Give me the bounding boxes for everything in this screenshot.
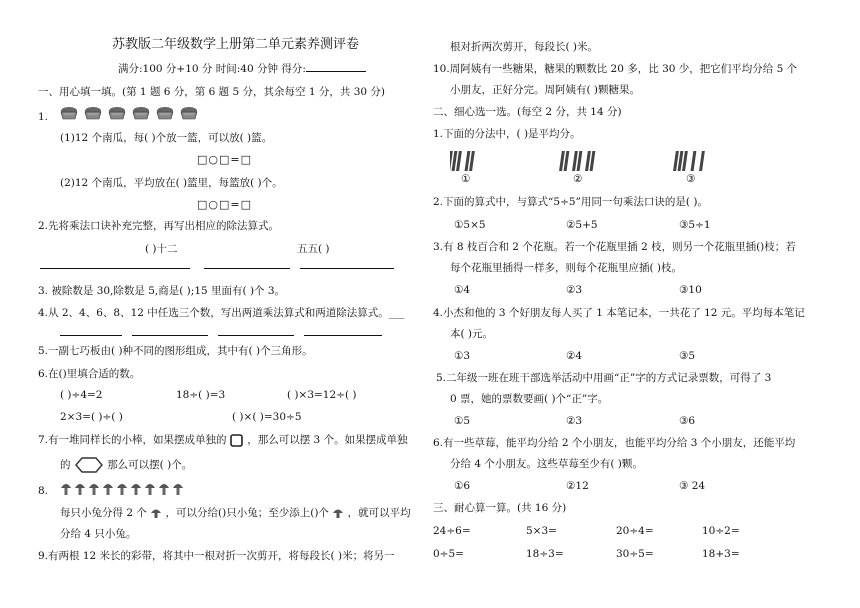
mushroom-icon bbox=[159, 484, 169, 495]
sticks-group-icon bbox=[450, 151, 475, 171]
q10-line-1: 10.周阿姨有一些糖果，糖果的颗数比 20 多，比 30 少，把它们平均分给 5 个 bbox=[433, 63, 798, 75]
mushroom-icon bbox=[173, 484, 183, 495]
q7-part-a: 7.有一堆同样长的小棒，如果摆成单独的 bbox=[38, 434, 227, 446]
calc-r2-2[interactable]: 18÷3= bbox=[526, 548, 564, 560]
calc-r1-3[interactable]: 20÷4= bbox=[616, 525, 654, 537]
mushroom-icon bbox=[75, 484, 85, 495]
c6-option-2[interactable]: ②12 bbox=[566, 480, 589, 492]
q8-part-a: 每只小兔分得 2 个 bbox=[60, 507, 147, 519]
c3-line-2: 每个花瓶里插得一样多，则每个花瓶里应插( )枝。 bbox=[450, 262, 683, 274]
c6-line-2: 分给 4 个小朋友。这些草莓至少有( )颗。 bbox=[450, 458, 643, 470]
q7-part-d: 那么可以摆( )个。 bbox=[107, 459, 193, 471]
pumpkin-basket-icon bbox=[181, 107, 197, 119]
c5-option-3[interactable]: ③6 bbox=[679, 415, 696, 427]
q8-part-b: ，可以分给()只小兔；至少添上()个 bbox=[165, 507, 329, 519]
q7-text-b bbox=[60, 456, 192, 474]
calc-r1-4[interactable]: 10÷2= bbox=[702, 525, 740, 537]
q1-number: 1. bbox=[38, 111, 49, 123]
q4-answer-line-1[interactable] bbox=[60, 335, 122, 336]
c1-text: 1.下面的分法中，( )是平均分。 bbox=[433, 128, 581, 140]
c5-option-1[interactable]: ①5 bbox=[454, 415, 471, 427]
q6-text: 6.在()里填合适的数。 bbox=[38, 368, 141, 380]
c3-option-3[interactable]: ③10 bbox=[679, 284, 702, 296]
mushroom-icon bbox=[61, 484, 71, 495]
pumpkin-basket-row bbox=[60, 105, 220, 123]
q8-part-c: ，就可以平均 bbox=[347, 507, 411, 519]
q1-part-a-equation[interactable]: □○□=□ bbox=[197, 153, 252, 166]
q9-continued: 根对折两次剪开，每段长( )米。 bbox=[450, 41, 599, 53]
q2-rhyme-a[interactable]: ( )十二 bbox=[145, 243, 178, 255]
pumpkin-basket-icon bbox=[61, 107, 77, 119]
q6-row1-item2[interactable]: 18÷( )=3 bbox=[176, 389, 226, 401]
q6-row1-item1[interactable]: ( )÷4=2 bbox=[60, 389, 103, 401]
score-blank[interactable] bbox=[306, 71, 366, 72]
q7-text-a bbox=[38, 433, 408, 447]
c4-line-1: 4.小杰和他的 3 个好朋友每人买了 1 本笔记本，一共花了 12 元。平均每本笔记 bbox=[433, 307, 805, 319]
c5-option-2[interactable]: ②3 bbox=[566, 415, 583, 427]
q1-part-b-equation[interactable]: □○□=□ bbox=[197, 198, 252, 211]
pumpkin-basket-icon bbox=[109, 107, 125, 119]
c6-option-1[interactable]: ①6 bbox=[454, 480, 471, 492]
section-1-heading: 一、用心填一填。(第 1 题 6 分，第 6 题 5 分，其余每空 1 分，共 30 分) bbox=[38, 86, 386, 98]
q7-part-b: ，那么可以摆 3 个。如果摆成单独 bbox=[247, 434, 408, 446]
mushroom-icon bbox=[117, 484, 127, 495]
c1-option-1-label[interactable]: ① bbox=[461, 173, 471, 185]
calc-r2-3[interactable]: 30÷5= bbox=[616, 548, 654, 560]
q2-rhyme-b[interactable]: 五五( ) bbox=[297, 243, 330, 255]
q4-text: 4.从 2、4、6、8、12 中任选三个数，写出两道乘法算式和两道除法算式。___ bbox=[38, 307, 405, 319]
mushroom-icon bbox=[332, 507, 344, 519]
mushroom-row bbox=[60, 480, 200, 498]
section-3-heading: 三、耐心算一算。(共 16 分) bbox=[433, 502, 567, 514]
c2-option-1[interactable]: ①5×5 bbox=[454, 219, 486, 231]
calc-r2-4[interactable]: 18+3= bbox=[702, 548, 740, 560]
q5-text: 5.一副七巧板由( )种不同的图形组成，其中有( )个三角形。 bbox=[38, 345, 313, 357]
sticks-group-icon bbox=[559, 151, 595, 171]
q2-answer-line-1[interactable] bbox=[40, 268, 190, 269]
c4-option-2[interactable]: ②4 bbox=[566, 350, 583, 362]
mushroom-icon bbox=[131, 484, 141, 495]
q7-part-c: 的 bbox=[60, 459, 71, 471]
q10-line-2: 小朋友，正好分完。周阿姨有( )颗糖果。 bbox=[450, 84, 641, 96]
c6-option-3[interactable]: ③ 24 bbox=[679, 480, 706, 492]
q2-answer-line-2[interactable] bbox=[204, 268, 290, 269]
q6-row2-item2[interactable]: ( )×( )=30÷5 bbox=[232, 411, 302, 423]
q8-line-2: 分给 4 只小兔。 bbox=[60, 528, 137, 540]
q6-row1-item3[interactable]: ( )×3=12÷( ) bbox=[287, 389, 357, 401]
pumpkin-basket-icon bbox=[85, 107, 101, 119]
sticks-group-icon bbox=[673, 151, 705, 171]
calc-r2-1[interactable]: 0÷5= bbox=[433, 548, 464, 560]
c4-line-2: 本( )元。 bbox=[450, 328, 494, 340]
q9-text: 9.有两根 12 米长的彩带，将其中一根对折一次剪开，将每段长( )米；将另一 bbox=[38, 550, 395, 562]
square-icon bbox=[230, 434, 244, 447]
c3-option-1[interactable]: ①4 bbox=[454, 284, 471, 296]
q2-text: 2.先将乘法口诀补充完整，再写出相应的除法算式。 bbox=[38, 220, 280, 232]
c6-line-1: 6.有一些草莓，能平均分给 2 个小朋友，也能平均分给 3 个小朋友，还能平均 bbox=[433, 437, 796, 449]
c4-option-3[interactable]: ③5 bbox=[679, 350, 696, 362]
q2-answer-line-3[interactable] bbox=[300, 268, 394, 269]
q8-line-1 bbox=[60, 506, 411, 520]
q1-part-a: (1)12 个南瓜，每( )个放一篮，可以放( )篮。 bbox=[60, 132, 273, 144]
pumpkin-basket-icon bbox=[157, 107, 173, 119]
q8-number: 8. bbox=[38, 485, 49, 497]
c4-option-1[interactable]: ①3 bbox=[454, 350, 471, 362]
mushroom-icon bbox=[145, 484, 155, 495]
c5-line-2: 0 票，她的票数要画( )个“正”字。 bbox=[450, 393, 609, 405]
q4-answer-line-4[interactable] bbox=[304, 335, 382, 336]
mushroom-icon bbox=[150, 507, 162, 519]
q6-row2-item1[interactable]: 2×3=( )÷( ) bbox=[60, 411, 123, 423]
c2-text: 2.下面的算式中，与算式“5÷5”用同一句乘法口诀的是( )。 bbox=[433, 196, 708, 208]
mushroom-icon bbox=[103, 484, 113, 495]
calc-r1-2[interactable]: 5×3= bbox=[526, 525, 557, 537]
c2-option-2[interactable]: ②5+5 bbox=[566, 219, 598, 231]
q4-answer-line-2[interactable] bbox=[132, 335, 208, 336]
calc-r1-1[interactable]: 24÷6= bbox=[433, 525, 471, 537]
mushroom-icon bbox=[89, 484, 99, 495]
c3-option-2[interactable]: ②3 bbox=[566, 284, 583, 296]
c1-option-2-label[interactable]: ② bbox=[573, 173, 583, 185]
score-meta-text: 满分:100 分+10 分 时间:40 分钟 得分: bbox=[118, 63, 306, 75]
c2-option-3[interactable]: ③5÷1 bbox=[679, 219, 711, 231]
q4-answer-line-3[interactable] bbox=[218, 335, 294, 336]
c3-line-1: 3.有 8 枝百合和 2 个花瓶。若一个花瓶里插 2 枝，则另一个花瓶里插()枝；若 bbox=[433, 241, 796, 253]
section-2-heading: 二、细心选一选。(每空 2 分，共 14 分) bbox=[433, 106, 622, 118]
sticks-illustration bbox=[450, 150, 830, 172]
q1-part-b: (2)12 个南瓜，平均放在( )篮里，每篮放( )个。 bbox=[60, 177, 283, 189]
c5-line-1: 5.二年级一班在班干部选举活动中用画“正”字的方式记录票数，可得了 3 bbox=[436, 372, 772, 384]
pumpkin-basket-icon bbox=[133, 107, 149, 119]
page-title: 苏教版二年级数学上册第二单元素养测评卷 bbox=[112, 37, 360, 52]
hexagon-icon bbox=[74, 456, 104, 474]
q3-text: 3. 被除数是 30,除数是 5,商是( );15 里面有( )个 3。 bbox=[38, 285, 286, 297]
score-meta bbox=[118, 62, 366, 76]
c1-option-3-label[interactable]: ③ bbox=[686, 173, 696, 185]
